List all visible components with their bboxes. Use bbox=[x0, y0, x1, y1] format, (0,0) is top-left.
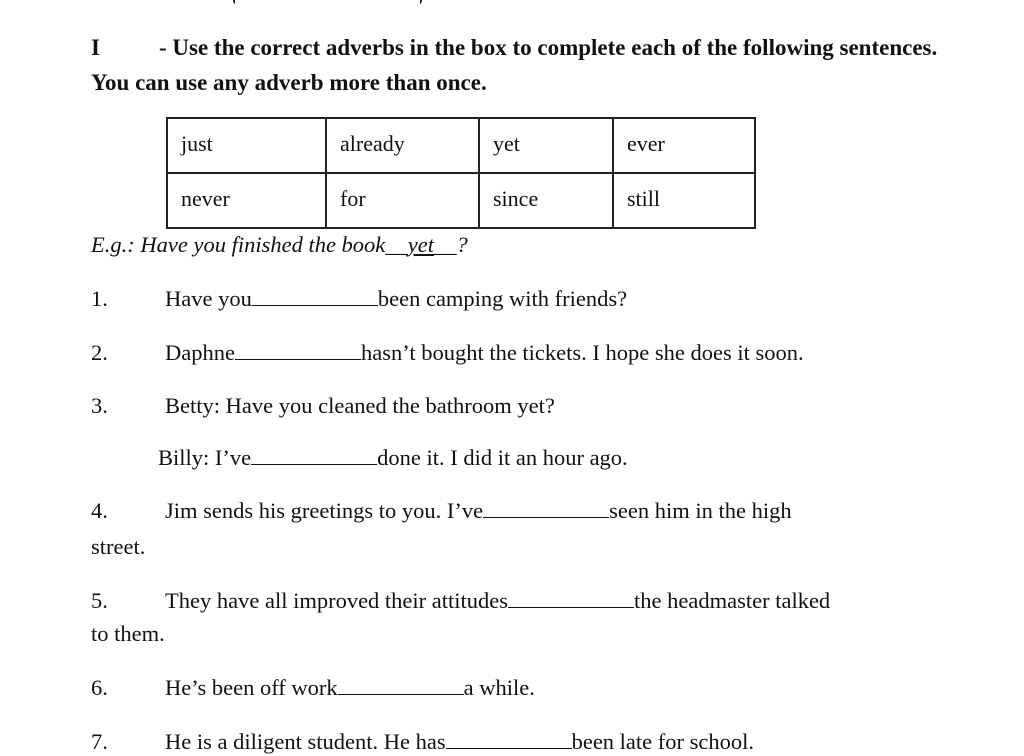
answer-blank[interactable] bbox=[252, 285, 378, 306]
exercise-heading bbox=[91, 30, 951, 100]
question-number: 5. bbox=[91, 588, 108, 613]
question-text-before: He is a diligent student. He has bbox=[165, 729, 446, 754]
example-answer: yet bbox=[407, 232, 435, 257]
adverb-cell: still bbox=[613, 173, 755, 228]
question-1 bbox=[91, 285, 627, 313]
answer-blank[interactable] bbox=[235, 339, 361, 360]
question-text-before: Daphne bbox=[165, 340, 235, 365]
exercise-instructions: - Use the correct adverbs in the box to complete each of the following sentences. You can use any adverb more than once. bbox=[91, 35, 938, 95]
question-text-after: been camping with friends? bbox=[377, 286, 628, 311]
question-number: 1. bbox=[91, 286, 108, 311]
answer-blank[interactable] bbox=[446, 728, 572, 749]
question-text-after: seen him in the high bbox=[609, 498, 792, 523]
answer-blank[interactable] bbox=[338, 674, 464, 695]
question-number: 4. bbox=[91, 498, 108, 523]
adverb-cell: yet bbox=[479, 118, 613, 173]
question-text-after: done it. I did it an hour ago. bbox=[377, 445, 628, 470]
answer-blank[interactable] bbox=[508, 587, 634, 608]
question-text-after: hasn’t bought the tickets. I hope she does it soon. bbox=[360, 340, 804, 365]
cropped-parentheses-fragment bbox=[233, 0, 423, 6]
question-text-before: Jim sends his greetings to you. I’ve bbox=[165, 498, 484, 523]
question-6 bbox=[91, 674, 535, 702]
question-4 bbox=[91, 497, 792, 525]
question-number: 3. bbox=[91, 393, 108, 418]
question-5 bbox=[91, 587, 830, 615]
answer-blank[interactable] bbox=[251, 444, 377, 465]
question-3 bbox=[91, 392, 555, 420]
adverb-cell: ever bbox=[613, 118, 755, 173]
question-number: 2. bbox=[91, 340, 108, 365]
adverb-cell: just bbox=[167, 118, 326, 173]
adverb-row bbox=[167, 118, 755, 173]
example-blank-right: __ bbox=[434, 232, 457, 257]
adverb-cell: since bbox=[479, 173, 613, 228]
example-prefix: E.g.: Have you finished the book bbox=[91, 232, 386, 257]
question-number: 7. bbox=[91, 729, 108, 754]
question-7 bbox=[91, 728, 754, 756]
question-4-continuation: street. bbox=[91, 534, 146, 559]
question-text-before: Have you bbox=[165, 286, 252, 311]
adverb-cell: never bbox=[167, 173, 326, 228]
exercise-number: I bbox=[91, 35, 100, 60]
question-number: 6. bbox=[91, 675, 108, 700]
question-dialogue-line: Betty: Have you cleaned the bathroom yet? bbox=[165, 393, 555, 418]
example-sentence bbox=[91, 231, 468, 259]
question-text-after: a while. bbox=[463, 675, 535, 700]
adverb-cell: for bbox=[326, 173, 479, 228]
question-text-after: the headmaster talked bbox=[634, 588, 831, 613]
example-blank-left: __ bbox=[385, 232, 408, 257]
question-2 bbox=[91, 339, 804, 367]
question-5-continuation: to them. bbox=[91, 621, 165, 646]
question-3-reply bbox=[158, 444, 628, 472]
adverb-cell: already bbox=[326, 118, 479, 173]
question-text-before: He’s been off work bbox=[165, 675, 338, 700]
adverb-row bbox=[167, 173, 755, 228]
example-suffix: ? bbox=[456, 232, 468, 257]
adverb-box bbox=[166, 117, 756, 229]
question-text-before: Billy: I’ve bbox=[158, 445, 252, 470]
answer-blank[interactable] bbox=[483, 497, 609, 518]
question-text-after: been late for school. bbox=[571, 729, 755, 754]
question-text-before: They have all improved their attitudes bbox=[165, 588, 509, 613]
